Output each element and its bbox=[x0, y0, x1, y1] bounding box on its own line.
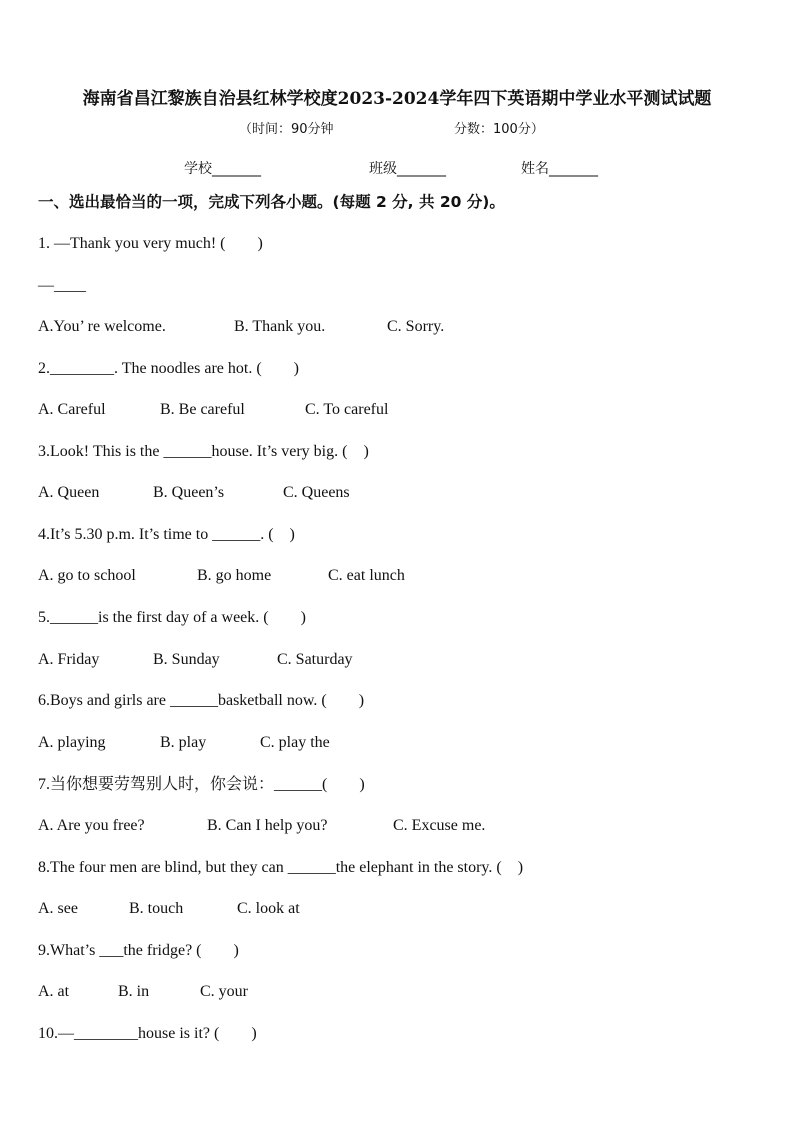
option-a[interactable]: A. go to school bbox=[38, 567, 136, 584]
option-a[interactable]: A. Are you free? bbox=[38, 817, 145, 834]
option-b[interactable]: B. in bbox=[118, 983, 150, 1000]
question-8-options bbox=[38, 899, 300, 919]
option-b[interactable]: B. go home bbox=[197, 567, 272, 584]
question-9-options bbox=[38, 982, 248, 1002]
class-field[interactable]: 班级_______ bbox=[369, 161, 446, 177]
question-5-options bbox=[38, 650, 353, 670]
question-2-stem: 2.________. The noodles are hot. ( ) bbox=[38, 360, 299, 377]
section-heading: 一、选出最恰当的一项，完成下列各小题。(每题 2 分, 共 20 分)。 bbox=[38, 193, 505, 211]
question-3-options bbox=[38, 483, 350, 503]
page-title: 海南省昌江黎族自治县红林学校度2023-2024学年四下英语期中学业水平测试试题 bbox=[82, 89, 712, 109]
option-a[interactable]: A. Friday bbox=[38, 651, 100, 668]
option-c[interactable]: C. Sorry. bbox=[387, 318, 445, 335]
question-1-stem: 1. —Thank you very much! ( ) bbox=[38, 235, 263, 252]
option-c[interactable]: C. your bbox=[200, 983, 248, 1000]
option-b[interactable]: B. Thank you. bbox=[234, 318, 326, 335]
school-field[interactable]: 学校_______ bbox=[184, 161, 261, 177]
option-b[interactable]: B. Queen’s bbox=[153, 484, 225, 501]
question-10-stem: 10.—________house is it? ( ) bbox=[38, 1025, 257, 1042]
option-c[interactable]: C. play the bbox=[260, 734, 330, 751]
option-c[interactable]: C. Saturday bbox=[277, 651, 353, 668]
question-5-stem: 5.______is the first day of a week. ( ) bbox=[38, 609, 306, 626]
question-7-stem: 7.当你想要劳驾别人时，你会说：______( ) bbox=[38, 776, 365, 793]
name-field[interactable]: 姓名_______ bbox=[521, 161, 598, 177]
student-info-row bbox=[0, 158, 794, 180]
question-1-options bbox=[38, 317, 444, 337]
question-4-stem: 4.It’s 5.30 p.m. It’s time to ______. ( ) bbox=[38, 526, 295, 543]
exam-score: 分数：100分） bbox=[454, 122, 544, 137]
option-c[interactable]: C. Queens bbox=[283, 484, 350, 501]
question-7-options bbox=[38, 816, 485, 836]
option-b[interactable]: B. Sunday bbox=[153, 651, 220, 668]
exam-time: （时间：90分钟 bbox=[239, 122, 334, 137]
option-b[interactable]: B. Be careful bbox=[160, 401, 245, 418]
option-a[interactable]: A. at bbox=[38, 983, 70, 1000]
question-9-stem: 9.What’s ___the fridge? ( ) bbox=[38, 942, 239, 959]
option-c[interactable]: C. Excuse me. bbox=[393, 817, 486, 834]
question-3-stem: 3.Look! This is the ______house. It’s very big. ( ) bbox=[38, 443, 369, 460]
question-8-stem: 8.The four men are blind, but they can ______the elephant in the story. ( ) bbox=[38, 859, 524, 876]
option-c[interactable]: C. To careful bbox=[305, 401, 389, 418]
option-a[interactable]: A. Queen bbox=[38, 484, 100, 501]
question-4-options bbox=[38, 566, 405, 586]
question-6-options bbox=[38, 733, 330, 753]
option-a[interactable]: A. playing bbox=[38, 734, 106, 751]
question-2-options bbox=[38, 400, 388, 420]
option-b[interactable]: B. Can I help you? bbox=[207, 817, 328, 834]
option-a[interactable]: A.You’ re welcome. bbox=[38, 318, 166, 335]
option-b[interactable]: B. touch bbox=[129, 900, 184, 917]
option-c[interactable]: C. eat lunch bbox=[328, 567, 405, 584]
option-a[interactable]: A. Careful bbox=[38, 401, 106, 418]
question-6-stem: 6.Boys and girls are ______basketball now. ( ) bbox=[38, 692, 365, 709]
option-c[interactable]: C. look at bbox=[237, 900, 300, 917]
question-1-answer-line: —____ bbox=[38, 277, 86, 294]
option-b[interactable]: B. play bbox=[160, 734, 207, 751]
option-a[interactable]: A. see bbox=[38, 900, 78, 917]
